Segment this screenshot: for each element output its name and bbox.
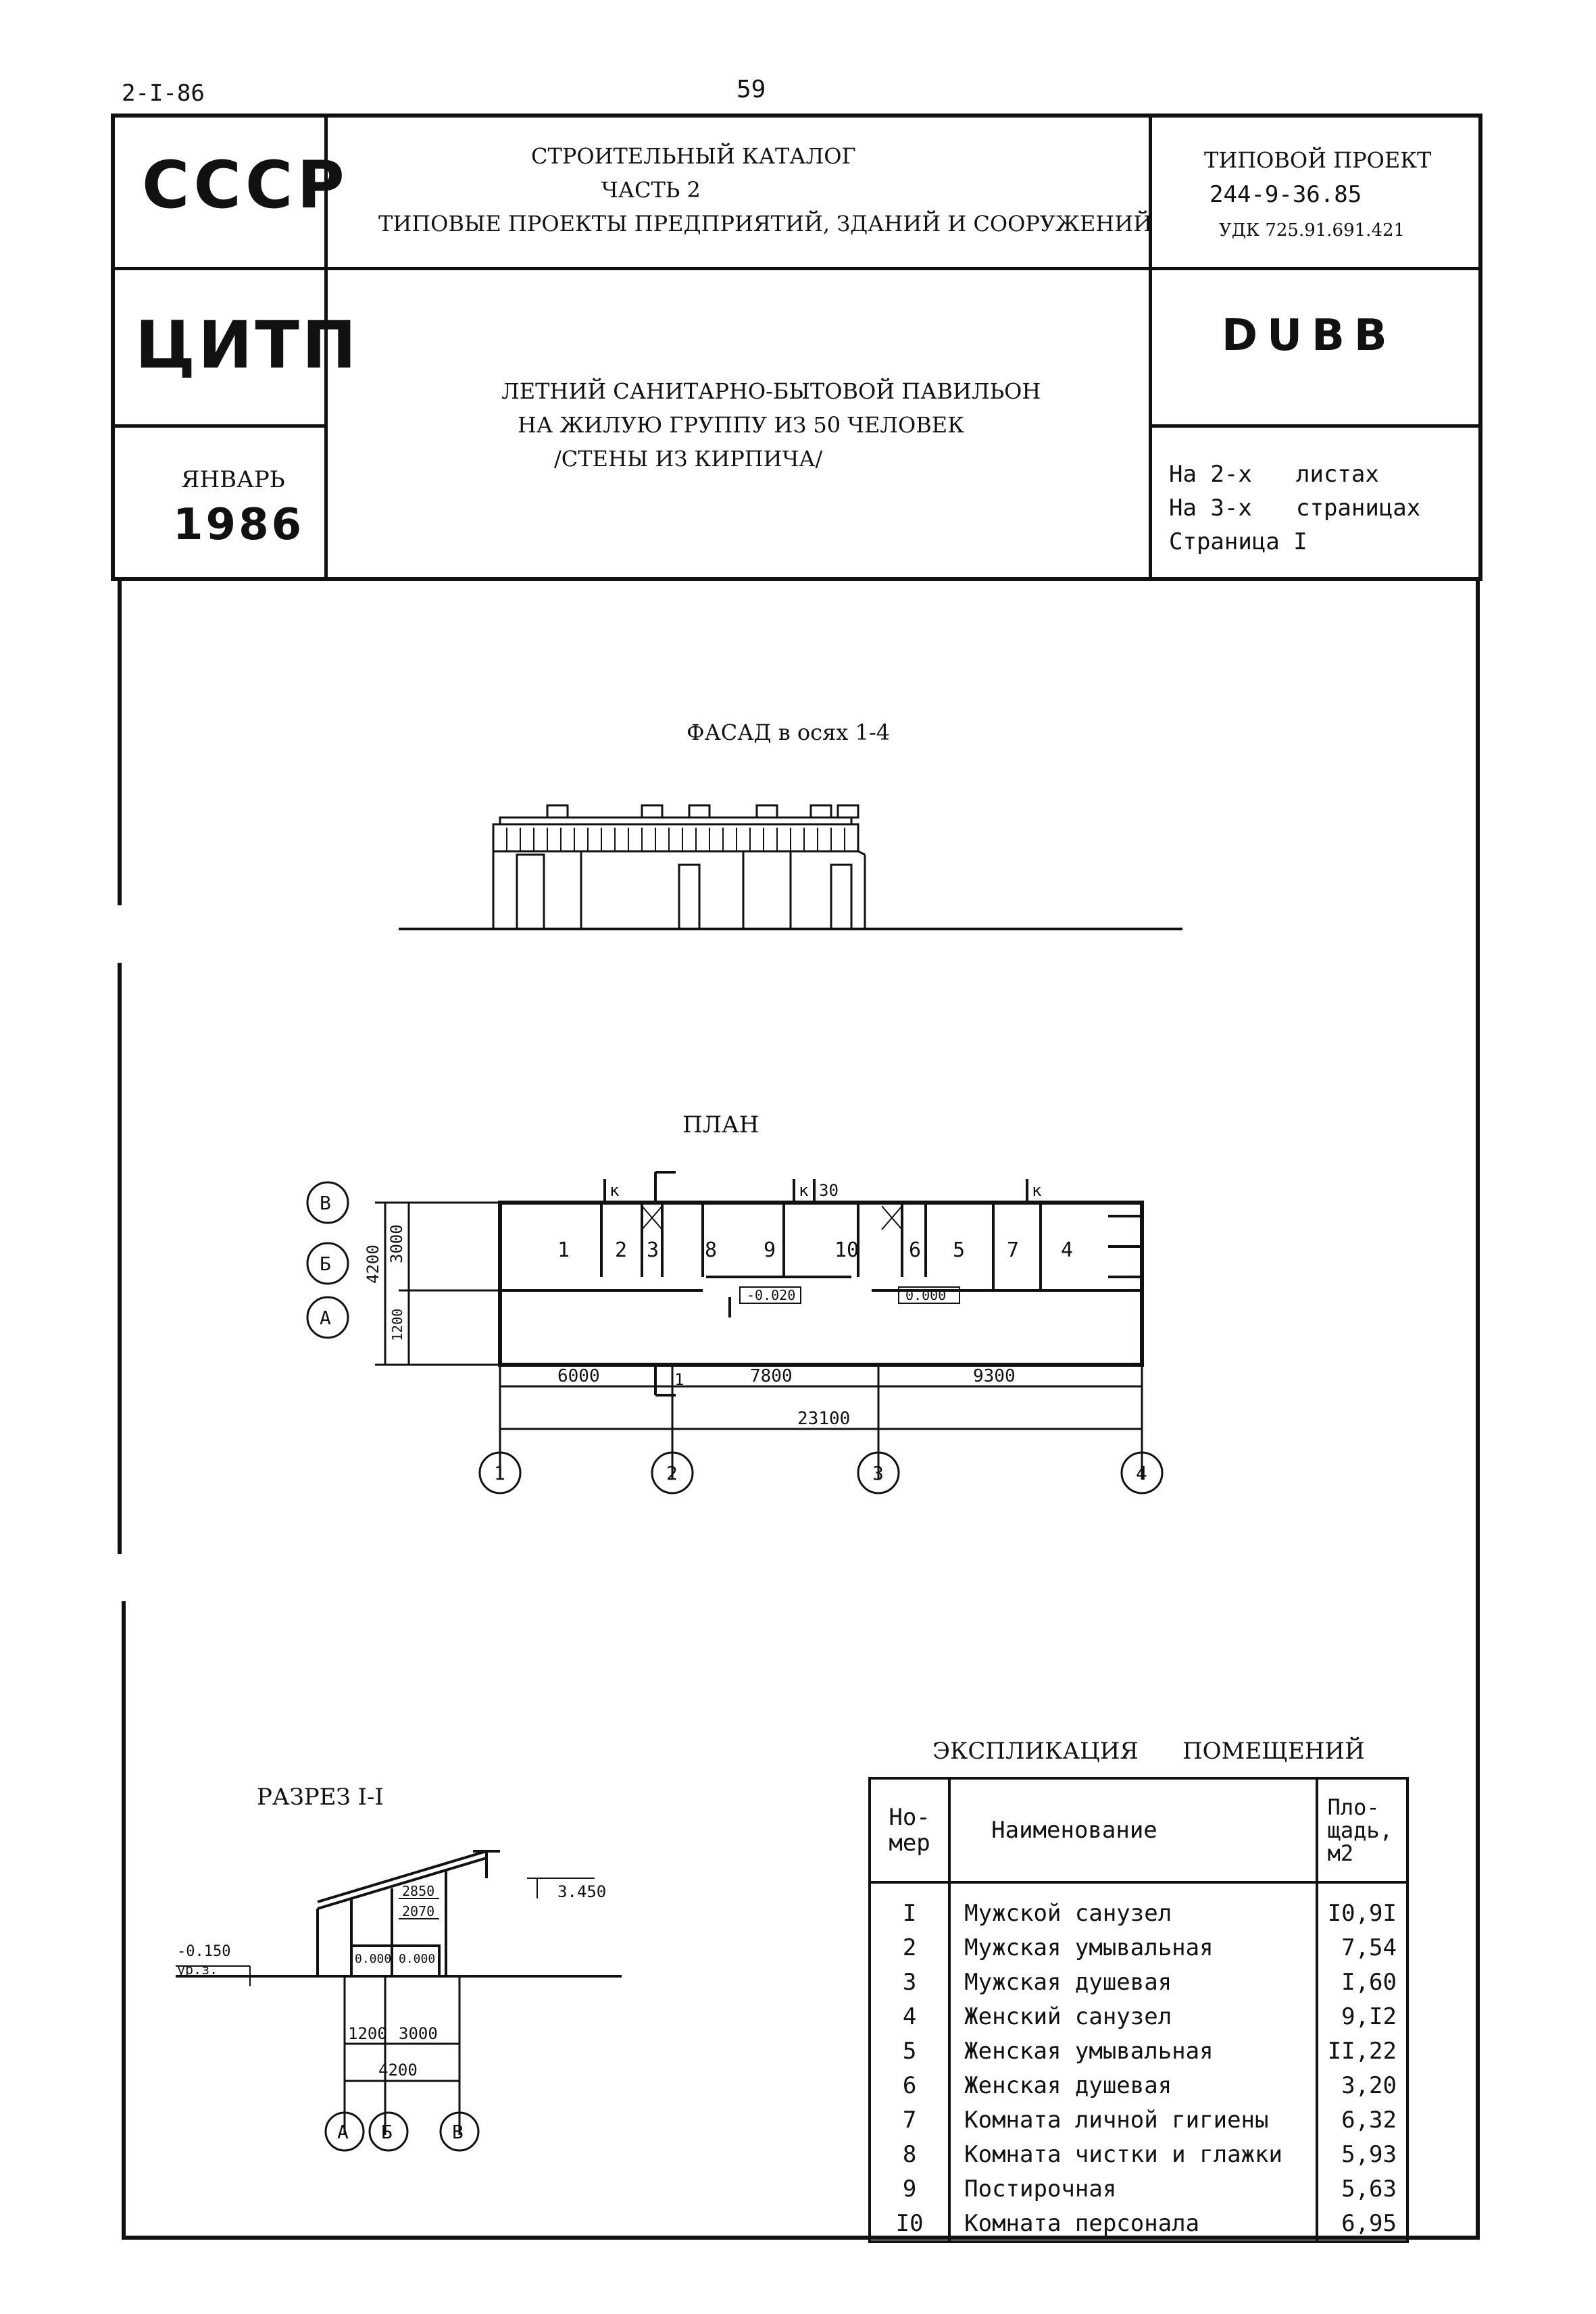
row-name: Женская душевая bbox=[949, 2068, 1316, 2103]
svg-text:ур.з.: ур.з. bbox=[177, 1961, 218, 1978]
svg-text:5: 5 bbox=[953, 1238, 966, 1262]
svg-text:3.450: 3.450 bbox=[557, 1882, 607, 1901]
svg-text:4200: 4200 bbox=[364, 1244, 382, 1284]
row-area: 3,20 bbox=[1317, 2068, 1407, 2103]
row-number: I bbox=[870, 1882, 949, 1930]
row-area: I0,9I bbox=[1317, 1882, 1407, 1930]
svg-text:к: к bbox=[609, 1181, 620, 1200]
country-label: СССР bbox=[142, 147, 349, 223]
explication-title-left: ЭКСПЛИКАЦИЯ bbox=[932, 1738, 1139, 1765]
svg-text:8: 8 bbox=[705, 1238, 718, 1262]
row-name: Мужской санузел bbox=[949, 1882, 1316, 1930]
table-row bbox=[870, 2103, 1407, 2137]
svg-text:Б: Б bbox=[381, 2121, 393, 2143]
svg-text:1: 1 bbox=[494, 1462, 505, 1484]
table-row bbox=[870, 2068, 1407, 2103]
page-info: Страница I bbox=[1169, 528, 1307, 555]
svg-text:Б: Б bbox=[320, 1253, 331, 1275]
svg-text:В: В bbox=[452, 2121, 464, 2143]
svg-text:7: 7 bbox=[1007, 1238, 1020, 1262]
svg-text:3: 3 bbox=[647, 1238, 659, 1262]
svg-text:2070: 2070 bbox=[402, 1903, 435, 1919]
section-drawing bbox=[162, 1824, 649, 2175]
svg-text:6000: 6000 bbox=[557, 1366, 600, 1386]
row-name: Постирочная bbox=[949, 2171, 1316, 2206]
month-label: ЯНВАРЬ bbox=[181, 466, 285, 493]
svg-text:-0.020: -0.020 bbox=[747, 1287, 796, 1303]
svg-text:1: 1 bbox=[557, 1238, 570, 1262]
svg-text:1: 1 bbox=[674, 1370, 684, 1389]
row-area: 9,I2 bbox=[1317, 1999, 1407, 2034]
svg-text:30: 30 bbox=[819, 1181, 839, 1200]
row-area: I,60 bbox=[1317, 1965, 1407, 1999]
svg-text:7800: 7800 bbox=[750, 1366, 793, 1386]
title-line-3: /СТЕНЫ ИЗ КИРПИЧА/ bbox=[554, 446, 823, 472]
row-area: 7,54 bbox=[1317, 1930, 1407, 1965]
table-row bbox=[870, 1882, 1407, 1930]
svg-text:к: к bbox=[1032, 1181, 1042, 1200]
catalog-line-1: СТРОИТЕЛЬНЫЙ КАТАЛОГ bbox=[531, 143, 856, 169]
row-area: 6,95 bbox=[1317, 2206, 1407, 2242]
row-number: 2 bbox=[870, 1930, 949, 1965]
row-area: II,22 bbox=[1317, 2034, 1407, 2068]
header-number: Но- мер bbox=[870, 1778, 949, 1882]
row-number: 4 bbox=[870, 1999, 949, 2034]
row-name: Комната чистки и глажки bbox=[949, 2137, 1316, 2171]
explication-table bbox=[868, 1777, 1409, 2243]
svg-text:4200: 4200 bbox=[378, 2061, 418, 2080]
catalog-line-3: ТИПОВЫЕ ПРОЕКТЫ ПРЕДПРИЯТИЙ, ЗДАНИЙ И СООРУЖЕНИЙ bbox=[378, 211, 1153, 236]
row-number: 6 bbox=[870, 2068, 949, 2103]
project-label: ТИПОВОЙ ПРОЕКТ bbox=[1204, 147, 1432, 173]
page-number: 59 bbox=[737, 76, 766, 103]
table-row bbox=[870, 2137, 1407, 2171]
svg-text:4: 4 bbox=[1136, 1462, 1147, 1484]
svg-text:к: к bbox=[799, 1181, 809, 1200]
row-area: 5,93 bbox=[1317, 2137, 1407, 2171]
svg-text:0.000: 0.000 bbox=[355, 1952, 392, 1966]
row-name: Комната персонала bbox=[949, 2206, 1316, 2242]
document-code: DUBB bbox=[1222, 311, 1397, 361]
svg-text:0.000: 0.000 bbox=[399, 1952, 436, 1966]
svg-text:3: 3 bbox=[872, 1462, 884, 1484]
facade-title: ФАСАД в осях 1-4 bbox=[687, 720, 891, 745]
table-row bbox=[870, 1965, 1407, 1999]
explication-header-row bbox=[870, 1778, 1407, 1882]
svg-text:В: В bbox=[320, 1192, 331, 1214]
svg-text:3000: 3000 bbox=[387, 1224, 406, 1263]
svg-text:0.000: 0.000 bbox=[905, 1287, 947, 1303]
section-title: РАЗРЕЗ I-I bbox=[257, 1784, 384, 1811]
title-line-2: НА ЖИЛУЮ ГРУППУ ИЗ 50 ЧЕЛОВЕК bbox=[518, 412, 964, 438]
svg-text:-0.150: -0.150 bbox=[177, 1943, 231, 1960]
table-row bbox=[870, 2034, 1407, 2068]
row-name: Женская умывальная bbox=[949, 2034, 1316, 2068]
row-name: Комната личной гигиены bbox=[949, 2103, 1316, 2137]
header-area: Пло- щадь, м2 bbox=[1317, 1778, 1407, 1882]
row-number: 3 bbox=[870, 1965, 949, 1999]
pages-info-prefix: На 3-х bbox=[1169, 495, 1252, 522]
row-area: 6,32 bbox=[1317, 2103, 1407, 2137]
table-row bbox=[870, 2206, 1407, 2242]
year-label: 1986 bbox=[173, 500, 305, 550]
sheets-info-suffix: листах bbox=[1296, 461, 1379, 488]
sheets-info-prefix: На 2-х bbox=[1169, 461, 1252, 488]
svg-text:6: 6 bbox=[909, 1238, 922, 1262]
svg-text:А: А bbox=[337, 2121, 349, 2143]
title-line-1: ЛЕТНИЙ САНИТАРНО-БЫТОВОЙ ПАВИЛЬОН bbox=[501, 378, 1041, 404]
svg-text:2: 2 bbox=[666, 1462, 678, 1484]
table-row bbox=[870, 1930, 1407, 1965]
facade-drawing bbox=[392, 790, 1189, 939]
table-row bbox=[870, 2171, 1407, 2206]
agency-label: ЦИТП bbox=[135, 307, 359, 383]
svg-text:1200: 1200 bbox=[348, 2024, 387, 2043]
plan-title: ПЛАН bbox=[682, 1111, 759, 1138]
row-number: 5 bbox=[870, 2034, 949, 2068]
series-code: 2-I-86 bbox=[122, 80, 205, 107]
row-number: 8 bbox=[870, 2137, 949, 2171]
svg-text:2850: 2850 bbox=[402, 1883, 435, 1899]
row-number: I0 bbox=[870, 2206, 949, 2242]
row-name: Мужская умывальная bbox=[949, 1930, 1316, 1965]
svg-text:3000: 3000 bbox=[399, 2024, 438, 2043]
row-number: 9 bbox=[870, 2171, 949, 2206]
row-name: Мужская душевая bbox=[949, 1965, 1316, 1999]
row-number: 7 bbox=[870, 2103, 949, 2137]
explication-title-right: ПОМЕЩЕНИЙ bbox=[1182, 1738, 1365, 1765]
svg-text:1200: 1200 bbox=[389, 1308, 405, 1341]
svg-text:23100: 23100 bbox=[797, 1409, 851, 1429]
pages-info-suffix: страницах bbox=[1296, 495, 1421, 522]
svg-text:9300: 9300 bbox=[973, 1366, 1016, 1386]
row-area: 5,63 bbox=[1317, 2171, 1407, 2206]
row-name: Женский санузел bbox=[949, 1999, 1316, 2034]
svg-text:2: 2 bbox=[615, 1238, 628, 1262]
svg-text:9: 9 bbox=[764, 1238, 776, 1262]
udk-code: УДК 725.91.691.421 bbox=[1219, 220, 1405, 241]
svg-text:4: 4 bbox=[1061, 1238, 1074, 1262]
svg-text:10: 10 bbox=[834, 1238, 859, 1262]
catalog-line-2: ЧАСТЬ 2 bbox=[601, 177, 701, 203]
svg-text:А: А bbox=[320, 1307, 331, 1329]
plan-drawing bbox=[297, 1142, 1189, 1520]
project-number: 244-9-36.85 bbox=[1210, 181, 1362, 208]
header-name: Наименование bbox=[949, 1778, 1316, 1882]
table-row bbox=[870, 1999, 1407, 2034]
